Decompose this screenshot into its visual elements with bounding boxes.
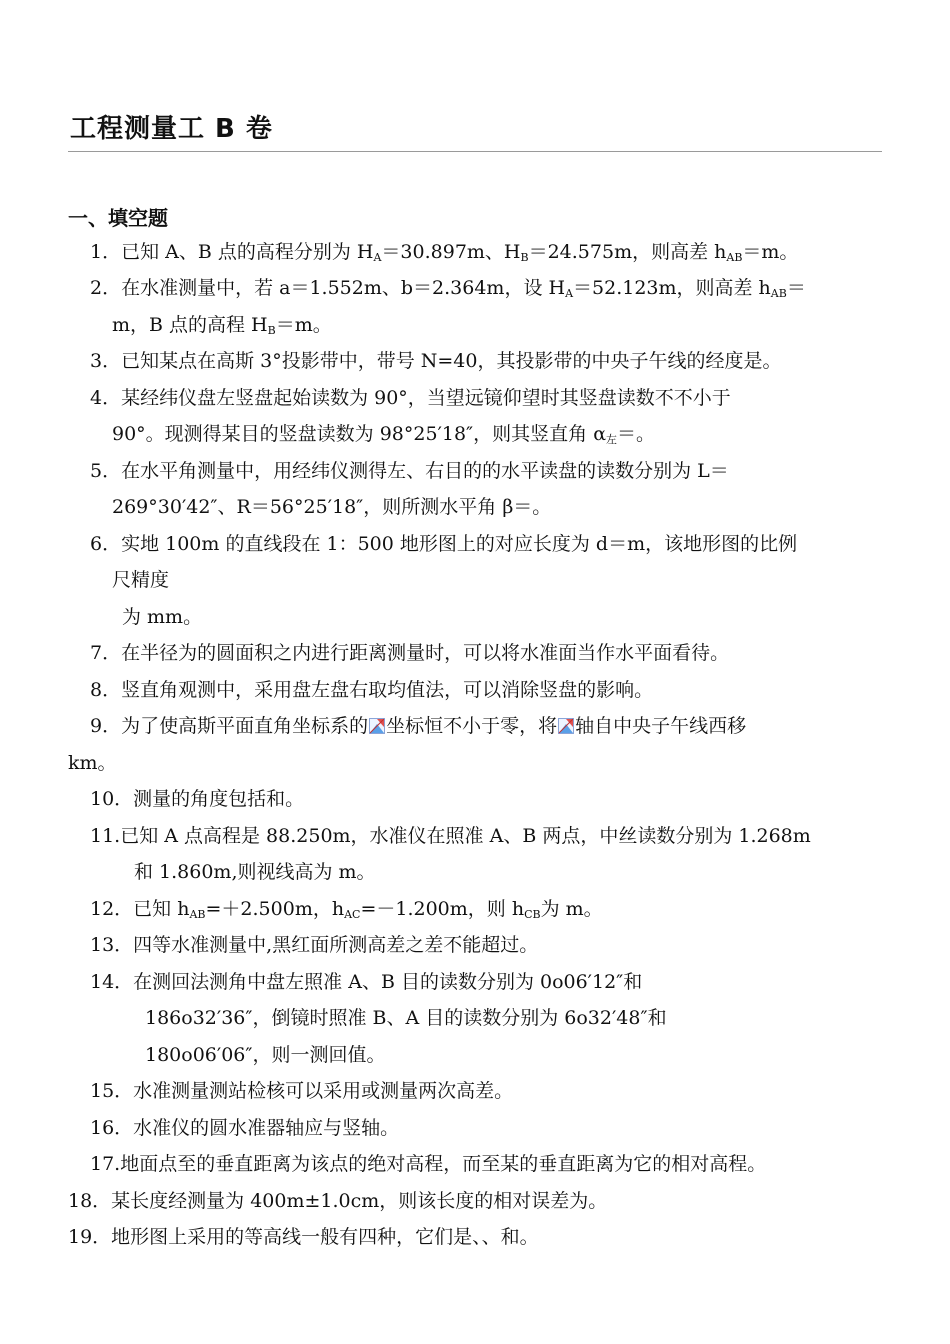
question-19: 19．地形图上采用的等高线一般有四种，它们是、、和。: [68, 1226, 539, 1248]
question-2-cont: m，B 点的高程 $H_B=m$。: [112, 314, 332, 337]
question-16: 16．水准仪的圆水准器轴应与竖轴。: [90, 1117, 400, 1139]
question-6: 6．实地 100m 的直线段在 1：500 地形图上的对应长度为 d＝m，该地形图的比例: [90, 533, 798, 555]
question-13: 13．四等水准测量中,黑红面所测高差之差不能超过。: [90, 934, 539, 956]
question-18: 18．某长度经测量为 400m±1.0cm，则该长度的相对误差为。: [68, 1190, 608, 1212]
question-17: 17.地面点至的垂直距离为该点的绝对高程，而至某的垂直距离为它的相对高程。: [90, 1153, 767, 1175]
question-14-cont2: 180o06′06″，则一测回值。: [145, 1044, 386, 1066]
question-7: 7．在半径为的圆面积之内进行距离测量时，可以将水准面当作水平面看待。: [90, 642, 730, 664]
question-12: 12．已知 $h_{AB}=+2.500m$，$h_{AC}=-1.200m$，则 $h_{CB}$为 m。: [90, 898, 603, 921]
question-9: 9．为了使高斯平面直角坐标系的 坐标恒不小于零，将 轴自中央子午线西移: [90, 715, 747, 737]
question-6-cont2: 为 mm。: [122, 606, 203, 628]
question-6-cont: 尺精度: [112, 569, 170, 591]
question-10: 10．测量的角度包括和。: [90, 788, 305, 810]
question-1: 1．已知 A、B 点的高程分别为 $H_A=30.897m$、$H_B=24.575m$，则高差 $h_{AB}=m$。: [90, 241, 799, 264]
question-14: 14．在测回法测角中盘左照准 A、B 目的读数分别为 0o06′12″和: [90, 971, 643, 993]
question-15: 15．水准测量测站检核可以采用或测量两次高差。: [90, 1080, 514, 1102]
broken-image-icon: [558, 718, 574, 734]
title-divider: [68, 151, 882, 152]
question-4: 4．某经纬仪盘左竖盘起始读数为 90°，当望远镜仰望时其竖盘读数不不小于: [90, 387, 731, 409]
question-3: 3．已知某点在高斯 3°投影带中，带号 N=40，其投影带的中央子午线的经度是。: [90, 350, 782, 372]
question-5-cont: 269°30′42″、R＝56°25′18″，则所测水平角 β＝。: [112, 496, 552, 518]
question-2: 2．在水准测量中，若 a＝1.552m、b＝2.364m，设 $H_A=52.123m$，则高差 $h_{AB}=$: [90, 277, 806, 300]
question-14-cont: 186o32′36″，倒镜时照准 B、A 目的读数分别为 6o32′48″和: [145, 1007, 667, 1029]
question-11-cont: 和 1.860m,则视线高为 m。: [134, 861, 376, 883]
section-heading: 一、填空题: [68, 206, 168, 230]
document-title: 工程测量工 B 卷: [70, 114, 273, 144]
question-4-cont: 90°。现测得某目的竖盘读数为 98°25′18″，则其竖直角 $\alpha_左=$。: [112, 423, 656, 446]
broken-image-icon: [369, 718, 385, 734]
question-11: 11.已知 A 点高程是 88.250m，水准仪在照准 A、B 两点，中丝读数分别为 1.268m: [90, 825, 811, 847]
question-8: 8．竖直角观测中，采用盘左盘右取均值法，可以消除竖盘的影响。: [90, 679, 654, 701]
question-9-cont: km。: [68, 752, 117, 774]
question-5: 5．在水平角测量中，用经纬仪测得左、右目的的水平读盘的读数分别为 L＝: [90, 460, 729, 482]
